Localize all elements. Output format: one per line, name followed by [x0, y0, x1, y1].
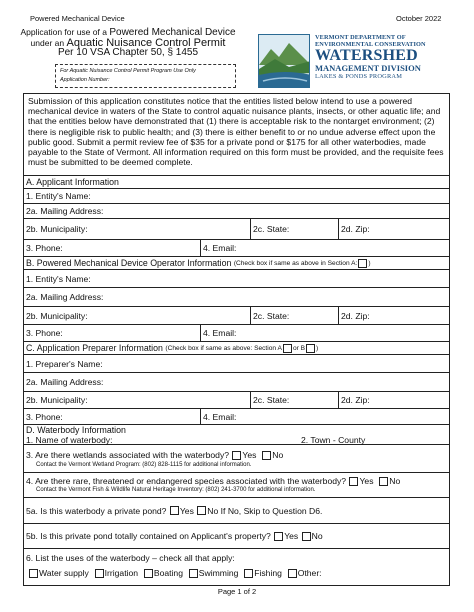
a-contact-row — [24, 240, 449, 257]
use-swimming-checkbox[interactable] — [189, 569, 198, 578]
q5b-no-checkbox[interactable] — [302, 532, 311, 541]
b-state-field[interactable]: 2c. State: — [250, 307, 338, 324]
q5a — [24, 498, 322, 523]
use-boating-checkbox[interactable] — [144, 569, 153, 578]
c-mailing-row[interactable] — [24, 373, 449, 392]
section-d-title: D. Waterbody Information — [26, 425, 126, 435]
section-c-note: (Check box if same as above: Section A — [165, 344, 282, 352]
section-b-title-text: B. Powered Mechanical Device Operator Information — [26, 258, 232, 268]
title-statute: Per 10 VSA Chapter 50, § 1455 — [57, 47, 199, 58]
use-other-label: Other: — [297, 568, 322, 578]
title-prefix-2: under an — [30, 38, 65, 48]
q5a-tail: If No, Skip to Question D6. — [220, 505, 323, 516]
section-b-header — [24, 257, 449, 270]
q5b-yes-checkbox[interactable] — [274, 532, 283, 541]
logo-line-5: LAKES & PONDS PROGRAM — [315, 73, 403, 80]
d-q6-row — [24, 549, 449, 585]
b-mailing-label: 2a. Mailing Address: — [26, 292, 104, 302]
c-mailing-label: 2a. Mailing Address: — [26, 377, 104, 387]
q4-no-checkbox[interactable] — [379, 477, 388, 486]
or-b-label: or B — [292, 344, 306, 352]
a-entity-row[interactable] — [24, 189, 449, 204]
q4-yes-checkbox[interactable] — [349, 477, 358, 486]
b-mailing-row[interactable] — [24, 288, 449, 307]
c-address-row — [24, 392, 449, 409]
mountain-lake-icon — [258, 34, 310, 88]
section-c-header — [24, 342, 449, 355]
q5b — [24, 524, 323, 548]
c-zip-field[interactable]: 2d. Zip: — [338, 392, 449, 408]
q5a-no-label: No — [207, 505, 219, 516]
use-fishing-checkbox[interactable] — [244, 569, 253, 578]
c-contact-row — [24, 409, 449, 425]
b-phone-field[interactable]: 3. Phone: — [26, 328, 63, 338]
q5b-no-label: No — [311, 531, 323, 541]
q3-note: Contact the Vermont Wetland Program: (802) 828-1115 for additional information. — [36, 462, 252, 468]
section-d-header — [24, 425, 449, 445]
use-irrigation-label: Irrigation — [104, 568, 139, 578]
b-contact-row — [24, 325, 449, 342]
b-municipality-field[interactable]: 2b. Municipality: — [26, 310, 88, 321]
q4-no-label: No — [389, 476, 401, 486]
a-zip-field[interactable]: 2d. Zip: — [338, 219, 449, 239]
office-use-label: For Aquatic Nuisance Control Permit Program Use Only — [60, 68, 196, 74]
header-date: October 2022 — [396, 14, 442, 23]
q3-yes-checkbox[interactable] — [232, 451, 241, 460]
dec-logo — [258, 34, 438, 88]
town-county-field[interactable]: 2. Town - County — [301, 435, 366, 445]
a-municipality-field[interactable]: 2b. Municipality: — [26, 224, 88, 234]
application-number-label: Application Number: — [60, 77, 110, 83]
c-email-field[interactable]: 4. Email: — [200, 409, 449, 424]
q3-no-checkbox[interactable] — [262, 451, 271, 460]
c-municipality-field[interactable]: 2b. Municipality: — [26, 395, 88, 405]
q4-yes-label: Yes — [359, 476, 374, 486]
title-prefix-1: Application for use of a — [20, 27, 107, 37]
q5b-text: 5b. Is this private pond totally contained on Applicant's property? — [26, 531, 271, 541]
section-a-title: A. Applicant Information — [26, 177, 119, 187]
section-c-title-text: C. Application Preparer Information — [26, 343, 163, 353]
a-phone-field[interactable]: 3. Phone: — [26, 243, 63, 253]
same-as-a-checkbox[interactable] — [358, 259, 367, 268]
title-bold-2: Aquatic Nuisance Control Permit — [66, 37, 226, 49]
c-preparer-label: 1. Preparer's Name: — [26, 358, 103, 369]
use-irrigation-checkbox[interactable] — [95, 569, 104, 578]
q5a-yes-checkbox[interactable] — [170, 506, 179, 515]
q5a-text: 5a. Is this waterbody a private pond? — [26, 505, 167, 516]
header-left: Powered Mechanical Device — [30, 14, 125, 23]
section-b-note: (Check box if same as above in Section A: — [233, 259, 358, 267]
use-fishing-label: Fishing — [254, 568, 282, 578]
logo-line-4: MANAGEMENT DIVISION — [315, 63, 421, 73]
section-b-title: B. Powered Mechanical Device Operator Information (Check box if same as above in Section A: ) — [26, 258, 371, 268]
q5a-yes-label: Yes — [179, 505, 194, 516]
title-bold-1: Powered Mechanical Device — [109, 27, 236, 38]
q3 — [26, 450, 283, 460]
q4 — [26, 476, 400, 486]
office-use-box — [55, 64, 236, 88]
d-q3-row — [24, 445, 449, 473]
b-entity-label: 1. Entity's Name: — [26, 273, 91, 284]
q4-text: 4. Are there rare, threatened or endangered species associated with the waterbody? — [26, 476, 347, 486]
a-mailing-row[interactable] — [24, 204, 449, 219]
uses-list — [28, 568, 322, 578]
c-state-field[interactable]: 2c. State: — [250, 392, 338, 408]
q6-text: 6. List the uses of the waterbody – check all that apply: — [26, 553, 235, 563]
a-entity-label: 1. Entity's Name: — [26, 191, 91, 201]
logo-line-3: WATERSHED — [315, 47, 418, 64]
a-mailing-label: 2a. Mailing Address: — [26, 206, 104, 216]
waterbody-name-field[interactable]: 1. Name of waterbody: — [26, 435, 113, 445]
use-swimming-label: Swimming — [198, 568, 239, 578]
use-other-checkbox[interactable] — [288, 569, 297, 578]
a-address-row — [24, 219, 449, 240]
q5b-yes-label: Yes — [284, 531, 299, 541]
intro-paragraph: Submission of this application constitutes notice that the entities listed below intend to use a powered mechanical device in waters of the State to control aquatic nuisance plants, insects, or other aquatic life; and that the entities below have demonstrated that (1) there is acceptable risk to the nontarget environment; (2) there is negligible risk to public health; and (3) there is either benefit to or no undue adverse effect upon the public good. Submit a permit review fee of $35 for a private pond or $175 for all other waterbodies, made payable to the State of Vermont. All information required on this form must be provided, and the requisite fees must be submitted to be deemed complete. — [24, 94, 449, 176]
logo-line-1: VERMONT DEPARTMENT OF — [315, 34, 406, 41]
use-water-supply-label: Water supply — [39, 568, 89, 578]
a-email-field[interactable]: 4. Email: — [200, 240, 449, 256]
page-number: Page 1 of 2 — [217, 587, 257, 596]
logo-line-2: ENVIRONMENTAL CONSERVATION — [315, 41, 426, 48]
q5a-no-checkbox[interactable] — [197, 506, 206, 515]
use-water-supply-checkbox[interactable] — [29, 569, 38, 578]
c-phone-field[interactable]: 3. Phone: — [26, 411, 63, 422]
q3-no-label: No — [272, 450, 284, 460]
b-entity-row[interactable] — [24, 270, 449, 288]
b-address-row — [24, 307, 449, 325]
use-boating-label: Boating — [153, 568, 183, 578]
b-email-field[interactable]: 4. Email: — [200, 325, 449, 341]
section-a-header — [24, 176, 449, 189]
application-form — [23, 93, 450, 586]
section-c-title: C. Application Preparer Information (Check box if same as above: Section A or B ) — [26, 343, 319, 353]
d-q4-row — [24, 473, 449, 498]
b-zip-field[interactable]: 2d. Zip: — [338, 307, 449, 324]
d-q5b-row — [24, 524, 449, 549]
q3-yes-label: Yes — [242, 450, 257, 460]
a-state-field[interactable]: 2c. State: — [250, 219, 338, 239]
c-preparer-row[interactable] — [24, 355, 449, 373]
form-title — [0, 27, 256, 58]
q3-text: 3. Are there wetlands associated with the waterbody? — [26, 450, 230, 460]
same-as-a-c-checkbox[interactable] — [283, 344, 292, 353]
same-as-b-c-checkbox[interactable] — [306, 344, 315, 353]
q4-note: Contact the Vermont Fish & Wildlife Natural Heritage Inventory: (802) 241-3700 for additional information. — [36, 487, 316, 493]
d-q5a-row — [24, 498, 449, 524]
